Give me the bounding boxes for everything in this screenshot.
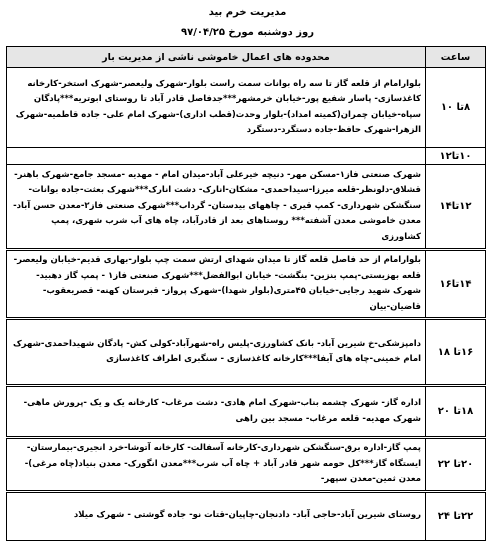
area-column-header: محدوده های اعمال خاموشی ناشی از مدیریت بار	[7, 47, 426, 68]
table-row	[7, 148, 486, 165]
area-cell: شهرک صنعتی فاز۱-مسکن مهر- دنیچه خیرعلی آباد-میدان امام - مهدیه -مسجد جامع-شهرک باهنر-قشلاق-دلونظر-قلعه میرزا-سیداحمدی- مشکان-انارک- دشت انارک***شهرک بعثت-جاده بوانات-سنگشکن شهرداری- کمپ قیری - چاههای بیدستان- گرداب***شهرک صنعتی فاز۲-معدن حسن آباد- معدن خاموشی معدن آشفته*** روستاهای بعد از قادرآباد، چاه های آب شرب شهری، پمپ کشاورزی	[7, 165, 426, 250]
area-cell	[7, 148, 426, 165]
table-row	[7, 250, 486, 319]
table-row	[7, 386, 486, 438]
table-header-row	[7, 47, 486, 68]
table-row	[7, 68, 486, 148]
time-cell: ۲۲تا ۲۴	[426, 491, 486, 540]
area-cell: دامپزشکی-خ شیرین آباد- بانک کشاورزی-پلیس راه-شهرآباد-کولی کش- پادگان شهیداحمدی-شهرک امام خمینی-چاه های آبفا***کارخانه کاغذسازی - سنگبری اطراف کاغذسازی	[7, 319, 426, 386]
area-cell: پمپ گاز-اداره برق-سنگشکن شهرداری-کارخانه آسفالت- کارخانه آتوشا-خرد انجیری-بیمارستان- ایستگاه گاز***کل حومه شهر قادر آباد + چاه آب شرب***معدن انگورک- معدن بنیاد(چاه مرغی)-معدن ثمین-معدن سپهر-	[7, 438, 426, 492]
table-row	[7, 165, 486, 250]
area-cell: روستای شیرین آباد-حاجی آباد- دادنجان-چاپیان-قتات نو- جاده گوشتی - شهرک میلاد	[7, 491, 426, 540]
time-column-header: ساعت	[426, 47, 486, 68]
time-cell: ۱۰تا۱۲	[426, 148, 486, 165]
time-cell: ۱۴تا۱۶	[426, 250, 486, 319]
area-cell: بلوارامام از حد فاصل قلعه گاز تا میدان شهدای ارتش سمت چپ بلوار-بهاری قدیم-خیابان ولیعصر-قلعه بهزیستی-پمپ بنزین- بنگشت- خیابان ابوالفضل***شهرک صنعتی فاز۱ - پمپ گاز دهبید-شهرک شهید رجایی-خیابان ۴۵متری(بلوار شهدا)-شهرک پرواز- قبرستان کهنه- قصریعقوب- قاضیان-بیان	[7, 250, 426, 319]
table-row	[7, 319, 486, 386]
table-row	[7, 491, 486, 540]
time-cell: ۱۶تا ۱۸	[426, 319, 486, 386]
page-title: مدیریت خرم بید	[208, 7, 287, 18]
area-cell: بلوارامام از قلعه گاز تا سه راه بوانات سمت راست بلوار-شهرک ولیعصر-شهرک استخر-کارخانه کاغذسازی- پاسار شفیع پور-خیابان خرمشهر***جدفاصل قادر آباد تا روستای ابوتریه***پادگان سپاه-خیابان چمران(کمیته امداد)-بلوار وحدت(قطب اداری)-شهرک امام علی- جاده قاطمیه-شهرک الزهرا-شهرک حافظ-جاده دستگرد-دستگرد	[7, 68, 426, 148]
time-cell: ۱۲تا۱۴	[426, 165, 486, 250]
area-cell: اداره گاز- شهرک چشمه بناب-شهرک امام هادی- دشت مرغاب- کارخانه یک و یک -پرورش ماهی-شهرک مهدیه- قلعه مرغاب- مسجد بین راهی	[7, 386, 426, 438]
time-cell: ۸تا ۱۰	[426, 68, 486, 148]
time-cell: ۲۰تا ۲۲	[426, 438, 486, 492]
outage-schedule-table	[6, 46, 486, 541]
time-cell: ۱۸تا ۲۰	[426, 386, 486, 438]
date-line: روز دوشنبه مورخ ۹۷/۰۴/۲۵	[181, 27, 314, 38]
table-row	[7, 438, 486, 492]
